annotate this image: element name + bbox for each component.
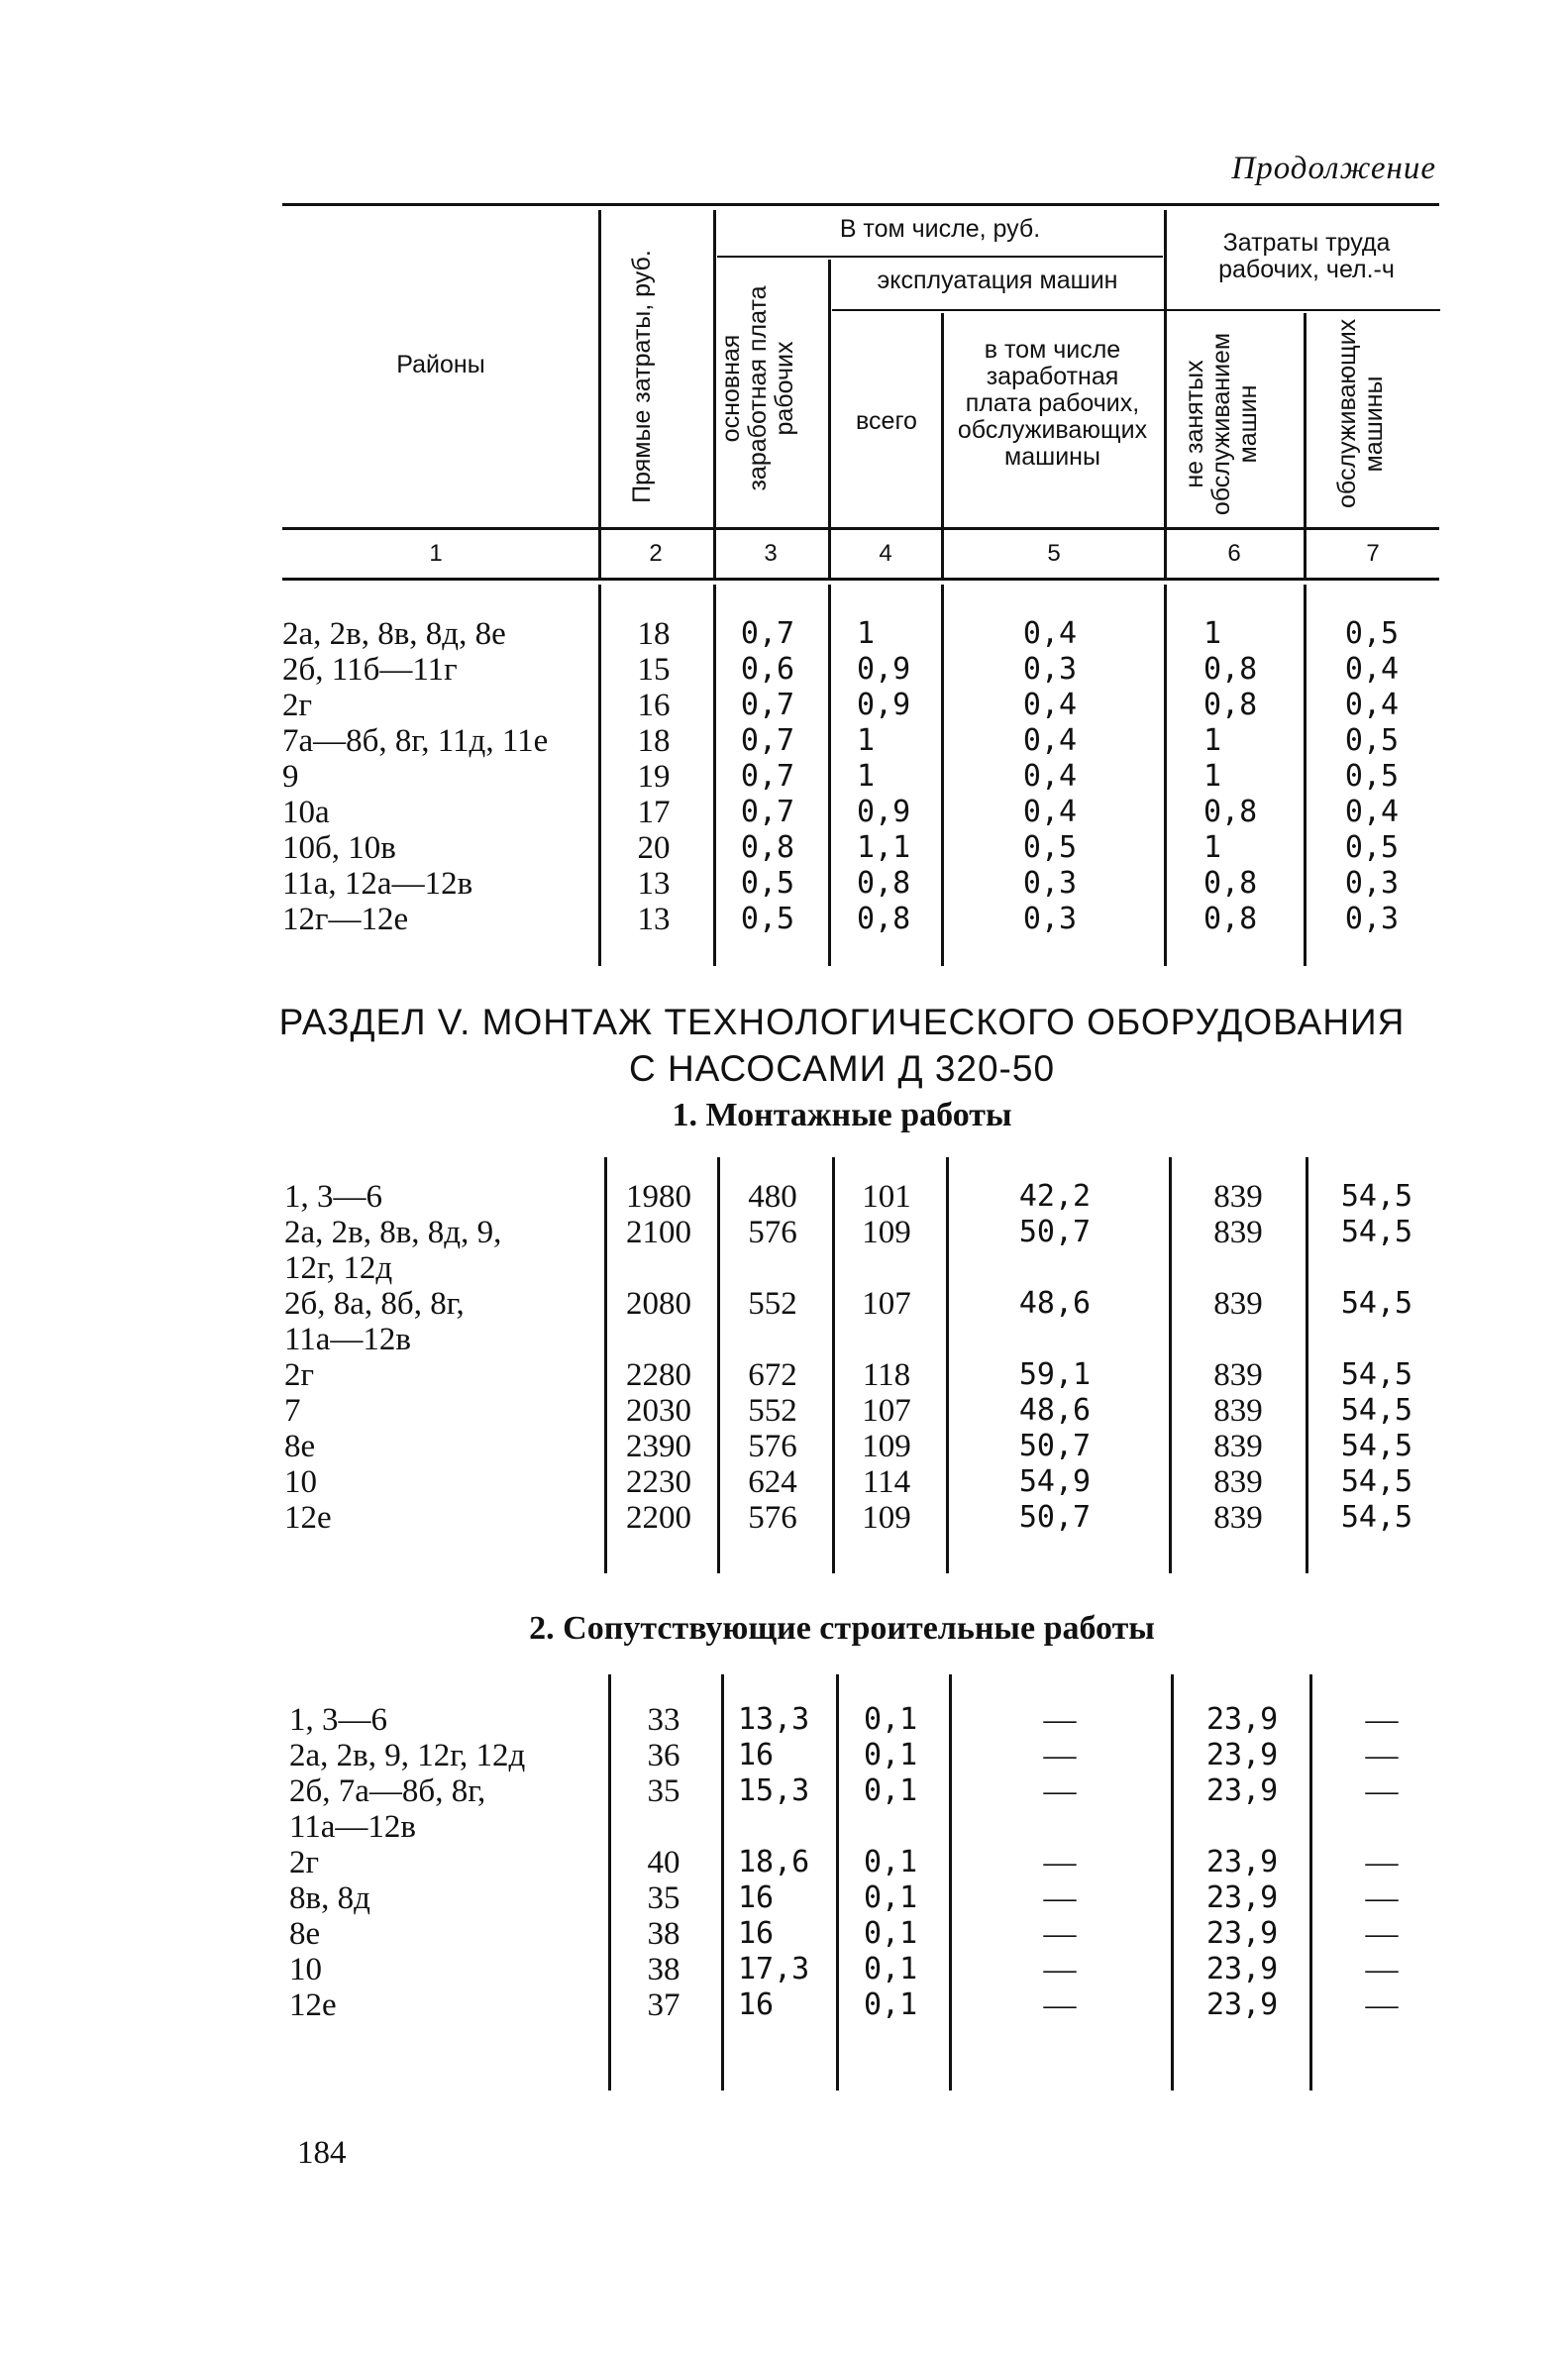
cell-c7: 54,5: [1340, 1179, 1413, 1214]
cell-c4: 109: [862, 1500, 911, 1536]
cell-c3: 16: [738, 1987, 775, 2022]
t2-vline-5: [1169, 1157, 1172, 1573]
district-label: 10б, 10в: [282, 830, 396, 866]
cell-c5: 0,3: [1022, 902, 1078, 936]
cell-c6: 23,9: [1206, 1845, 1279, 1879]
cell-c6: 839: [1213, 1429, 1263, 1464]
district-label: 7: [284, 1393, 301, 1429]
cell-c2: 17: [637, 795, 671, 830]
cell-c2: 2100: [626, 1215, 691, 1250]
cell-c3: 0,7: [740, 616, 795, 651]
district-label: 1, 3—6: [284, 1179, 382, 1215]
cell-c7: —: [1365, 1916, 1399, 1952]
cell-c4: 109: [862, 1215, 911, 1250]
cell-c7: —: [1365, 1738, 1399, 1773]
cell-c4: 0,1: [864, 1773, 918, 1808]
cell-c5: —: [1043, 1987, 1077, 2023]
cell-c7: —: [1365, 1952, 1399, 1987]
cell-c5: 0,3: [1022, 652, 1078, 687]
machine-operation-rule: [717, 256, 1163, 258]
cell-c4: 0,1: [864, 1702, 918, 1737]
cell-c2: 15: [637, 652, 671, 688]
colnum-6: 6: [1227, 540, 1241, 567]
colnum-3: 3: [764, 540, 778, 567]
cell-c5: 0,4: [1022, 688, 1078, 722]
cell-c3: 13,3: [738, 1702, 810, 1737]
cell-c4: 0,1: [864, 1880, 918, 1915]
cell-c4: 0,8: [857, 902, 911, 936]
district-label: 12е: [289, 1987, 337, 2023]
cell-c2: 2080: [626, 1286, 691, 1322]
district-label: 1, 3—6: [289, 1702, 387, 1738]
cell-c6: 1: [1203, 616, 1222, 651]
t3-vline-2: [721, 1674, 724, 2091]
cell-c5: 48,6: [1018, 1393, 1092, 1428]
cell-c7: 54,5: [1340, 1215, 1413, 1249]
district-label: 2б, 11б—11г: [282, 652, 458, 688]
cell-c2: 19: [637, 759, 671, 795]
page-number: 184: [297, 2135, 347, 2171]
subsection-title-2: 2. Сопутствующие строительные работы: [529, 1610, 1155, 1647]
cell-c3: 0,7: [740, 759, 795, 794]
cell-c4: 118: [862, 1357, 911, 1393]
cell-c2: 33: [647, 1702, 680, 1738]
section-title-line1: РАЗДЕЛ V. МОНТАЖ ТЕХНОЛОГИЧЕСКОГО ОБОРУДОВАНИЯ: [278, 1002, 1406, 1042]
cell-c4: 0,1: [864, 1738, 918, 1772]
cell-c6: 0,8: [1203, 652, 1258, 687]
cell-c4: 1: [857, 723, 876, 758]
cell-c7: 0,5: [1344, 830, 1400, 865]
cell-c4: 0,9: [857, 652, 911, 687]
header-direct-costs: Прямые затраты, руб.: [628, 250, 656, 503]
header-not-machine: не занятых обслуживанием машин: [1181, 332, 1262, 516]
header-bottom-rule: [282, 527, 1439, 530]
district-label: 8е: [284, 1429, 316, 1464]
cell-c3: 624: [748, 1464, 797, 1500]
cell-c3: 0,8: [740, 830, 795, 865]
t3-vline-5: [1171, 1674, 1174, 2091]
cell-c5: 50,7: [1018, 1429, 1092, 1463]
t3-vline-4: [949, 1674, 952, 2091]
t1-vline-5: [1164, 585, 1167, 966]
header-basic-wage: основная заработная плата рабочих: [717, 285, 798, 491]
cell-c2: 2030: [626, 1393, 691, 1429]
t2-vline-4: [946, 1157, 949, 1573]
cell-c7: 0,3: [1344, 902, 1400, 936]
t1-vline-3: [828, 585, 831, 966]
district-label-cont: 11а—12в: [289, 1809, 417, 1845]
header-machine-operation: эксплуатация машин: [877, 267, 1118, 294]
cell-c2: 38: [647, 1952, 680, 1987]
header-labor-costs: Затраты труда рабочих, чел.-ч: [1218, 229, 1395, 283]
cell-c5: 0,4: [1022, 795, 1078, 829]
district-label: 11а, 12а—12в: [282, 866, 473, 902]
cell-c6: 0,8: [1203, 795, 1258, 829]
cell-c6: 839: [1213, 1215, 1263, 1250]
cell-c6: 1: [1203, 759, 1222, 794]
district-label: 8в, 8д: [289, 1880, 370, 1916]
colnum-2: 2: [649, 540, 663, 567]
subheader-rule: [832, 309, 1440, 311]
cell-c6: 23,9: [1206, 1702, 1279, 1737]
cell-c4: 107: [862, 1286, 911, 1322]
district-label: 7а—8б, 8г, 11д, 11е: [282, 723, 549, 759]
cell-c4: 0,1: [864, 1952, 918, 1986]
cell-c3: 552: [748, 1393, 797, 1429]
cell-c7: 54,5: [1340, 1464, 1413, 1499]
cell-c5: 0,4: [1022, 616, 1078, 651]
cell-c3: 0,5: [740, 902, 795, 936]
t1-vline-4: [941, 585, 944, 966]
cell-c5: 50,7: [1018, 1500, 1092, 1535]
district-label: 2г: [282, 688, 313, 723]
continuation-label: Продолжение: [1231, 151, 1436, 186]
cell-c7: 54,5: [1340, 1357, 1413, 1392]
cell-c6: 839: [1213, 1500, 1263, 1536]
header-vline-1: [598, 210, 601, 579]
cell-c5: —: [1043, 1916, 1077, 1952]
cell-c2: 18: [637, 723, 671, 759]
t1-vline-6: [1304, 585, 1307, 966]
cell-c3: 16: [738, 1738, 775, 1772]
cell-c3: 16: [738, 1916, 775, 1951]
district-label-cont: 11а—12в: [284, 1322, 412, 1357]
cell-c3: 576: [748, 1215, 797, 1250]
cell-c4: 1: [857, 616, 876, 651]
t2-vline-1: [604, 1157, 607, 1573]
t3-vline-6: [1309, 1674, 1312, 2091]
cell-c3: 17,3: [738, 1952, 810, 1986]
cell-c5: 0,4: [1022, 723, 1078, 758]
cell-c6: 23,9: [1206, 1880, 1279, 1915]
t3-vline-1: [608, 1674, 611, 2091]
cell-c4: 0,9: [857, 795, 911, 829]
cell-c4: 114: [862, 1464, 911, 1500]
t1-vline-1: [598, 585, 601, 966]
district-label: 10а: [282, 795, 330, 830]
district-label: 12е: [284, 1500, 332, 1536]
cell-c6: 0,8: [1203, 688, 1258, 722]
cell-c3: 576: [748, 1500, 797, 1536]
district-label: 2а, 2в, 9, 12г, 12д: [289, 1738, 526, 1773]
cell-c5: 42,2: [1018, 1179, 1092, 1214]
cell-c4: 107: [862, 1393, 911, 1429]
cell-c3: 576: [748, 1429, 797, 1464]
cell-c2: 35: [647, 1773, 680, 1809]
cell-c7: —: [1365, 1845, 1399, 1880]
cell-c3: 0,7: [740, 688, 795, 722]
cell-c2: 18: [637, 616, 671, 652]
cell-c2: 1980: [626, 1179, 691, 1215]
colnum-4: 4: [879, 540, 892, 567]
cell-c2: 20: [637, 830, 671, 866]
header-vline-6: [1304, 313, 1307, 579]
cell-c5: —: [1043, 1773, 1077, 1809]
t2-vline-6: [1306, 1157, 1308, 1573]
cell-c7: 0,5: [1344, 723, 1400, 758]
cell-c2: 37: [647, 1987, 680, 2023]
cell-c6: 1: [1203, 723, 1222, 758]
cell-c2: 35: [647, 1880, 680, 1916]
cell-c6: 0,8: [1203, 866, 1258, 901]
cell-c5: 54,9: [1018, 1464, 1092, 1499]
section-title-line2: С НАСОСАМИ Д 320-50: [628, 1048, 1056, 1089]
cell-c3: 672: [748, 1357, 797, 1393]
header-districts: Районы: [396, 351, 485, 378]
district-label: 2б, 8а, 8б, 8г,: [284, 1286, 465, 1322]
cell-c5: 0,3: [1022, 866, 1078, 901]
header-top-rule: [282, 203, 1439, 206]
district-label: 8е: [289, 1916, 321, 1952]
t1-vline-2: [713, 585, 716, 966]
cell-c6: 23,9: [1206, 1916, 1279, 1951]
cell-c2: 36: [647, 1738, 680, 1773]
cell-c5: —: [1043, 1952, 1077, 1987]
cell-c4: 0,9: [857, 688, 911, 722]
cell-c2: 13: [637, 866, 671, 902]
district-label: 2г: [289, 1845, 320, 1880]
header-vline-5: [1164, 210, 1167, 579]
cell-c2: 40: [647, 1845, 680, 1880]
cell-c3: 0,5: [740, 866, 795, 901]
cell-c5: —: [1043, 1880, 1077, 1916]
cell-c7: 54,5: [1340, 1393, 1413, 1428]
cell-c6: 23,9: [1206, 1987, 1279, 2022]
colnum-7: 7: [1366, 540, 1380, 567]
cell-c5: 48,6: [1018, 1286, 1092, 1321]
cell-c7: 0,3: [1344, 866, 1400, 901]
cell-c7: 0,5: [1344, 759, 1400, 794]
district-label: 2а, 2в, 8в, 8д, 8е: [282, 616, 506, 652]
cell-c6: 839: [1213, 1393, 1263, 1429]
cell-c6: 0,8: [1203, 902, 1258, 936]
cell-c7: —: [1365, 1702, 1399, 1738]
cell-c3: 16: [738, 1880, 775, 1915]
cell-c6: 839: [1213, 1179, 1263, 1215]
cell-c2: 2230: [626, 1464, 691, 1500]
cell-c4: 1: [857, 759, 876, 794]
cell-c4: 0,1: [864, 1987, 918, 2022]
district-label: 10: [289, 1952, 322, 1987]
cell-c7: 54,5: [1340, 1500, 1413, 1535]
cell-c4: 0,1: [864, 1845, 918, 1879]
cell-c3: 480: [748, 1179, 797, 1215]
cell-c3: 0,7: [740, 723, 795, 758]
cell-c6: 23,9: [1206, 1738, 1279, 1772]
colnum-1: 1: [429, 540, 443, 567]
header-machine-servicing: обслуживающих машины: [1333, 318, 1388, 508]
cell-c2: 2200: [626, 1500, 691, 1536]
t2-vline-2: [717, 1157, 720, 1573]
cell-c7: 0,4: [1344, 688, 1400, 722]
cell-c3: 15,3: [738, 1773, 810, 1808]
cell-c6: 839: [1213, 1286, 1263, 1322]
cell-c6: 23,9: [1206, 1952, 1279, 1986]
header-total: всего: [856, 407, 917, 435]
district-label: 9: [282, 759, 299, 795]
cell-c2: 2390: [626, 1429, 691, 1464]
district-label-cont: 12г, 12д: [284, 1250, 393, 1286]
cell-c3: 0,6: [740, 652, 795, 687]
cell-c5: 50,7: [1018, 1215, 1092, 1249]
cell-c4: 0,1: [864, 1916, 918, 1951]
t2-vline-3: [832, 1157, 835, 1573]
header-vline-2: [713, 210, 716, 579]
cell-c5: 0,4: [1022, 759, 1078, 794]
cell-c4: 0,8: [857, 866, 911, 901]
cell-c6: 839: [1213, 1357, 1263, 1393]
subsection-title-1: 1. Монтажные работы: [672, 1097, 1012, 1133]
district-label: 10: [284, 1464, 317, 1500]
cell-c5: —: [1043, 1702, 1077, 1738]
cell-c4: 1,1: [857, 830, 911, 865]
cell-c7: 54,5: [1340, 1429, 1413, 1463]
cell-c2: 16: [637, 688, 671, 723]
cell-c7: —: [1365, 1880, 1399, 1916]
district-label: 2б, 7а—8б, 8г,: [289, 1773, 486, 1809]
cell-c7: —: [1365, 1987, 1399, 2023]
header-vline-4: [941, 313, 944, 579]
header-including: В том числе, руб.: [839, 215, 1041, 243]
district-label: 2а, 2в, 8в, 8д, 9,: [284, 1215, 502, 1250]
colnum-bottom-rule: [282, 578, 1439, 581]
cell-c6: 839: [1213, 1464, 1263, 1500]
cell-c2: 2280: [626, 1357, 691, 1393]
cell-c2: 38: [647, 1916, 680, 1952]
district-label: 2г: [284, 1357, 315, 1393]
cell-c2: 13: [637, 902, 671, 937]
cell-c6: 1: [1203, 830, 1222, 865]
cell-c3: 0,7: [740, 795, 795, 829]
colnum-5: 5: [1047, 540, 1061, 567]
cell-c3: 552: [748, 1286, 797, 1322]
cell-c7: 0,4: [1344, 652, 1400, 687]
cell-c3: 18,6: [738, 1845, 810, 1879]
header-machine-wage: в том числе заработная плата рабочих, обслуживающих машины: [957, 336, 1148, 471]
cell-c5: 0,5: [1022, 830, 1078, 865]
cell-c7: —: [1365, 1773, 1399, 1809]
cell-c4: 101: [862, 1179, 911, 1215]
cell-c4: 109: [862, 1429, 911, 1464]
district-label: 12г—12е: [282, 902, 409, 937]
cell-c5: —: [1043, 1738, 1077, 1773]
cell-c7: 0,4: [1344, 795, 1400, 829]
cell-c7: 54,5: [1340, 1286, 1413, 1321]
cell-c7: 0,5: [1344, 616, 1400, 651]
cell-c6: 23,9: [1206, 1773, 1279, 1808]
cell-c5: —: [1043, 1845, 1077, 1880]
cell-c5: 59,1: [1018, 1357, 1092, 1392]
header-vline-3: [828, 260, 831, 579]
